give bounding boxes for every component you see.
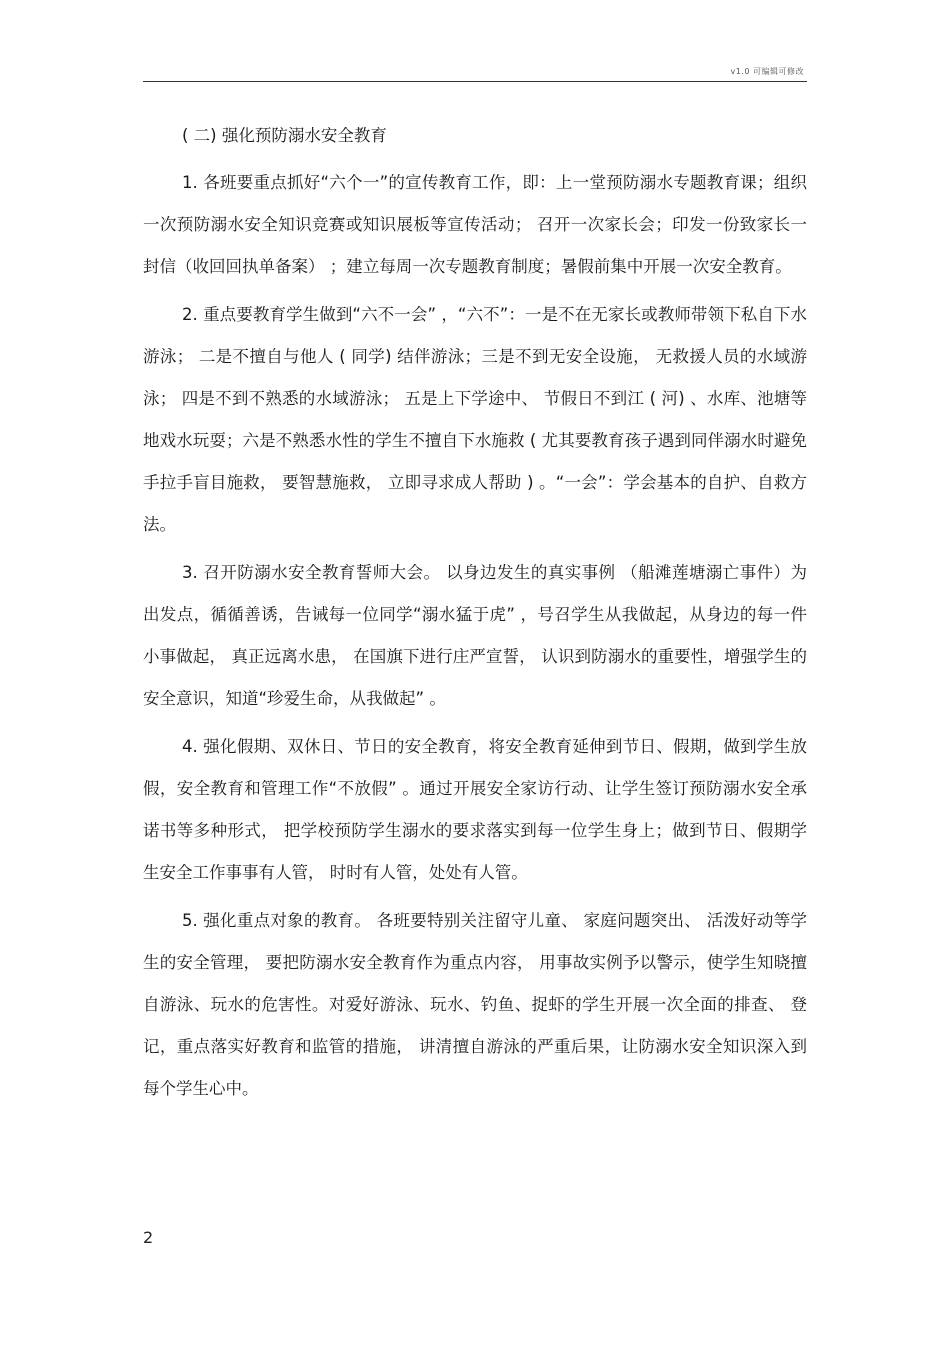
header-version-label: v1.0 可编辑可修改 [730, 67, 804, 76]
paragraph-3: 3. 召开防溺水安全教育誓师大会。 以身边发生的真实事例 （船滩莲塘溺亡事件）为出发点，循循善诱，告诫每一位同学“溺水猛于虎” ，号召学生从我做起，从身边的每一件小事做起， 真正远离水患， 在国旗下进行庄严宣誓， 认识到防溺水的重要性，增强学生的安全意识，知道“珍爱生命，从我做起” 。 [143, 563, 807, 708]
page-number: 2 [143, 1228, 154, 1247]
section-heading: ( 二) 强化预防溺水安全教育 [182, 126, 387, 145]
paragraph-5: 5. 强化重点对象的教育。 各班要特别关注留守儿童、 家庭问题突出、 活泼好动等学生的安全管理， 要把防溺水安全教育作为重点内容， 用事故实例予以警示，使学生知晓擅自游泳、玩水的危害性。对爱好游泳、玩水、钓鱼、捉虾的学生开展一次全面的排查、 登记，重点落实好教育和监管的措施， 讲清擅自游泳的严重后果，让防溺水安全知识深入到每个学生心中。 [143, 911, 807, 1098]
document-body [143, 118, 807, 1116]
paragraph-2: 2. 重点要教育学生做到“六不一会” ，“六不”：一是不在无家长或教师带领下私自下水游泳； 二是不擅自与他人 ( 同学) 结伴游泳；三是不到无安全设施， 无救援人员的水域游泳； 四是不到不熟悉的水域游泳； 五是上下学途中、 节假日不到江 ( 河) 、水库、池塘等地戏水玩耍；六是不熟悉水性的学生不擅自下水施救 ( 尤其要教育孩子遇到同伴溺水时避免手拉手盲目施救， 要智慧施救， 立即寻求成人帮助 ) 。“一会”：学会基本的自护、自救方法。 [143, 305, 807, 534]
paragraph-4: 4. 强化假期、双休日、节日的安全教育，将安全教育延伸到节日、假期，做到学生放假，安全教育和管理工作“不放假” 。通过开展安全家访行动、让学生签订预防溺水安全承诺书等多种形式， 把学校预防学生溺水的要求落实到每一位学生身上；做到节日、假期学生安全工作事事有人管， 时时有人管，处处有人管。 [143, 737, 807, 882]
header-divider [143, 81, 807, 82]
paragraph-1: 1. 各班要重点抓好“六个一”的宣传教育工作，即：上一堂预防溺水专题教育课；组织一次预防溺水安全知识竞赛或知识展板等宣传活动； 召开一次家长会；印发一份致家长一封信（收回回执单备案） ；建立每周一次专题教育制度；暑假前集中开展一次安全教育。 [143, 173, 807, 276]
